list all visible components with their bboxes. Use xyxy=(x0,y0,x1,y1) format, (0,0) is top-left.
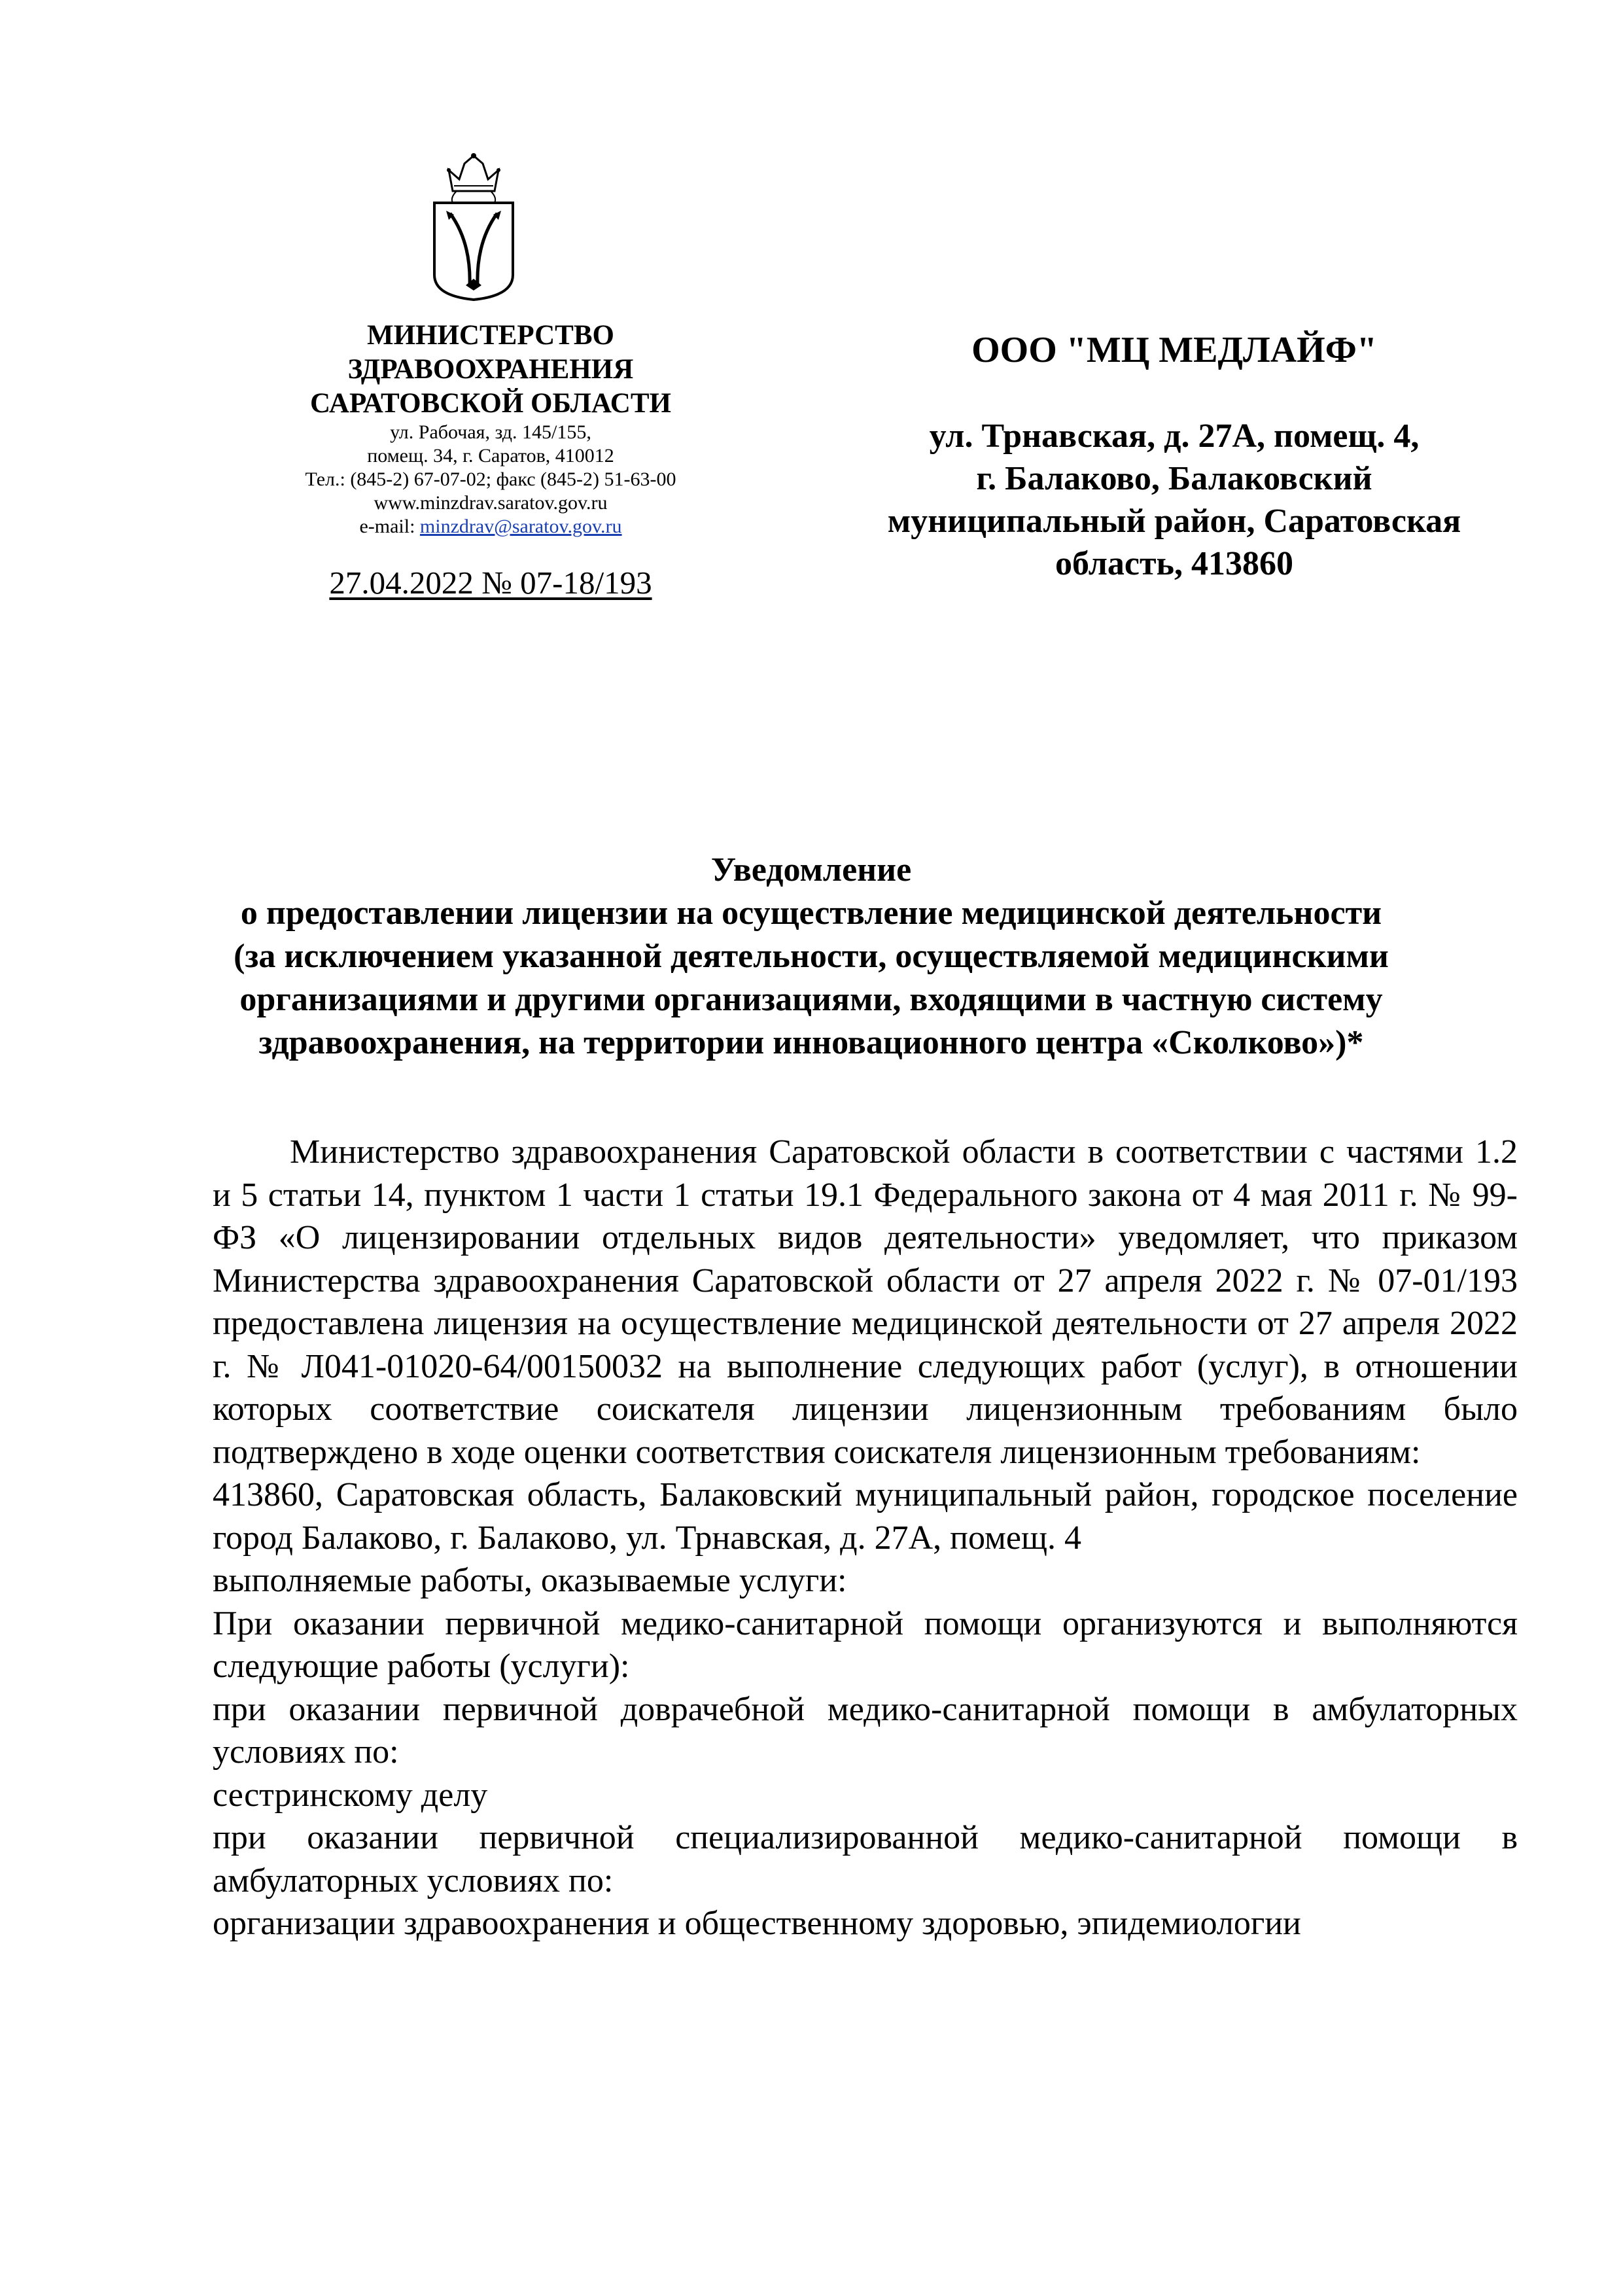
body-specialties: организации здравоохранения и общественному здоровью, эпидемиологии xyxy=(213,1905,1301,1942)
registration-number: 27.04.2022 № 07-18/193 xyxy=(329,565,652,601)
body-works-label: выполняемые работы, оказываемые услуги: xyxy=(213,1562,847,1599)
recipient-name: ООО "МЦ МЕДЛАЙФ" xyxy=(971,330,1377,370)
sender-address-line2: помещ. 34, г. Саратов, 410012 xyxy=(367,445,614,467)
coat-of-arms-emblem xyxy=(430,150,517,301)
body-specialized-care: при оказании первичной специализированной медико-санитарной помощи в амбулаторных условиях по: xyxy=(213,1819,1518,1899)
sender-email-label: e-mail: xyxy=(359,516,420,537)
sender-block xyxy=(242,319,739,603)
body-address: 413860, Саратовская область, Балаковский муниципальный район, городское поселение город Балаково, г. Балаково, ул. Трнавская, д. 27А, помещ. 4 xyxy=(213,1476,1518,1557)
sender-email-line xyxy=(242,515,739,539)
sender-address-line1: ул. Рабочая, зд. 145/155, xyxy=(390,421,591,443)
sender-email-link[interactable]: minzdrav@saratov.gov.ru xyxy=(419,516,622,537)
notice-body xyxy=(213,1131,1518,1945)
notice-title: Уведомление о предоставлении лицензии на осуществление медицинской деятельности (за исключением указанной деятельности, осуществляемой медицинскими организациями и другими организациями, входящими в частную систему здравоохранения, на территории инновационного центра «Сколково»)* xyxy=(234,851,1389,1061)
body-intro-paragraph: Министерство здравоохранения Саратовской области в соответствии с частями 1.2 и 5 статьи 14, пунктом 1 части 1 статьи 19.1 Федерального закона от 4 мая 2011 г. № 99-ФЗ «О лицензировании отдельных видов деятельности» уведомляет, что приказом Министерства здравоохранения Саратовской области от 27 апреля 2022 г. № 07-01/193 предоставлена лицензия на осуществление медицинской деятельности от 27 апреля 2022 г. № Л041-01020-64/00150032 на выполнение следующих работ (услуг), в отношении которых соответствие соискателя лицензии лицензионным требованиям было подтверждено в ходе оценки соответствия соискателя лицензионным требованиям: xyxy=(213,1133,1518,1471)
body-prehospital-care: при оказании первичной доврачебной медико-санитарной помощи в амбулаторных условиях по: xyxy=(213,1690,1518,1771)
recipient-block xyxy=(850,327,1498,585)
sender-phone: Тел.: (845-2) 67-07-02; факс (845-2) 51-63-00 xyxy=(305,468,676,490)
recipient-address: ул. Трнавская, д. 27А, помещ. 4, г. Балаково, Балаковский муниципальный район, Саратовская область, 413860 xyxy=(887,417,1461,582)
body-primary-care: При оказании первичной медико-санитарной помощи организуются и выполняются следующие работы (услуги): xyxy=(213,1604,1518,1685)
body-nursing: сестринскому делу xyxy=(213,1776,488,1814)
sender-org-name: МИНИСТЕРСТВО ЗДРАВООХРАНЕНИЯ САРАТОВСКОЙ ОБЛАСТИ xyxy=(310,320,671,419)
sender-website: www.minzdrav.saratov.gov.ru xyxy=(374,492,608,514)
